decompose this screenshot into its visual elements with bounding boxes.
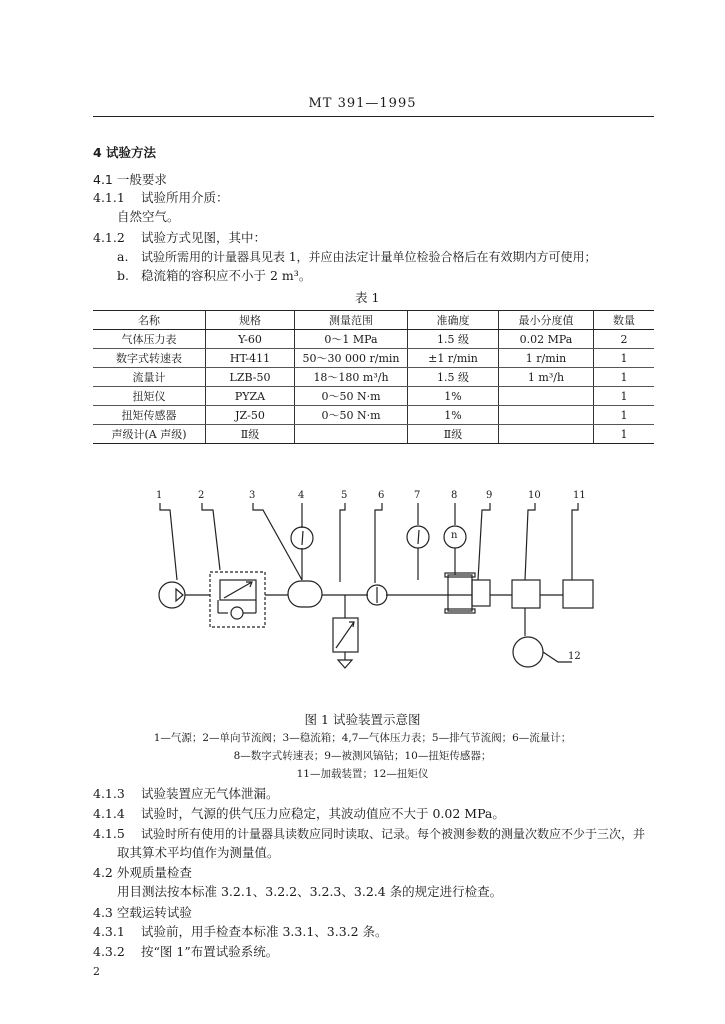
table-row — [93, 387, 654, 406]
table-row — [93, 406, 654, 425]
cell — [499, 406, 594, 425]
cell: 1 — [594, 425, 655, 444]
cell: 扭矩传感器 — [93, 406, 206, 425]
cell: 1 — [594, 387, 655, 406]
cell: Ⅱ级 — [408, 425, 499, 444]
table-header-row — [93, 311, 654, 330]
s412-item-a: 试验所需用的计量器具见表 1，并应由法定计量单位检验合格后在有效期内方可使用； — [141, 250, 597, 264]
tested-drill-icon — [445, 573, 490, 613]
figure-1-legend-line2: 8—数字式转速表；9—被测风镐钻；10—扭矩传感器； — [233, 750, 492, 762]
s411-num: 4.1.1 — [93, 190, 125, 205]
page-number: 2 — [93, 965, 100, 978]
cell: 2 — [594, 330, 655, 349]
table-1 — [93, 310, 654, 444]
cell: 0～50 N·m — [295, 387, 408, 406]
fig-label-11: 11 — [573, 490, 586, 501]
s415-cont: 取其算术平均值作为测量值。 — [117, 845, 280, 860]
torque-sensor-icon — [512, 580, 540, 608]
fig-label-2: 2 — [198, 490, 205, 501]
fig-label-3: 3 — [249, 490, 256, 501]
cell: 50～30 000 r/min — [295, 349, 408, 368]
exhaust-valve-icon — [333, 618, 358, 668]
cell: 1 — [594, 368, 655, 387]
s412-num: 4.1.2 — [93, 230, 125, 245]
th-accuracy: 准确度 — [408, 311, 499, 330]
cell: 声级计(A 声级) — [93, 425, 206, 444]
header-rule — [93, 116, 654, 117]
cell: 1.5 级 — [408, 368, 499, 387]
fig-label-1: 1 — [156, 490, 163, 501]
table-row — [93, 425, 654, 444]
torque-meter-icon — [513, 637, 543, 667]
cell — [499, 425, 594, 444]
s431-text: 试验前，用手检查本标准 3.3.1、3.3.2 条。 — [141, 924, 388, 939]
figure-1-legend-line1: 1—气源；2—单向节流阀；3—稳流箱；4,7—气体压力表；5—排气节流阀；6—流量计； — [153, 732, 572, 744]
fig-label-10: 10 — [528, 490, 541, 501]
section-4-2-title: 4.2 外观质量检查 — [93, 865, 192, 880]
s414-num: 4.1.4 — [93, 806, 125, 821]
cell: 扭矩仪 — [93, 387, 206, 406]
section-4-title: 4 试验方法 — [93, 145, 157, 160]
th-min-div: 最小分度值 — [499, 311, 594, 330]
th-name: 名称 — [93, 311, 206, 330]
s412-item-b: 稳流箱的容积应不小于 2 m³。 — [141, 268, 312, 283]
s413-text: 试验装置应无气体泄漏。 — [141, 786, 279, 801]
th-range: 测量范围 — [295, 311, 408, 330]
cell: 1 — [594, 406, 655, 425]
cell: 1% — [408, 406, 499, 425]
s413-num: 4.1.3 — [93, 786, 125, 801]
cell: 0.02 MPa — [499, 330, 594, 349]
s412-item-b-label: b. — [117, 268, 129, 283]
section-4-1-title: 4.1 一般要求 — [93, 172, 167, 187]
table-1-title: 表 1 — [355, 290, 380, 305]
cell: JZ-50 — [206, 406, 295, 425]
pressure-gauge-icon — [291, 527, 313, 549]
s415-text: 试验时所有使用的计量器具读数应同时读取、记录。每个被测参数的测量次数应不少于三次，并 — [141, 827, 646, 841]
cell: 流量计 — [93, 368, 206, 387]
fig-label-6: 6 — [378, 490, 385, 501]
loading-device-icon — [563, 580, 593, 608]
s411-cont: 自然空气。 — [117, 209, 180, 224]
cell: 1 m³/h — [499, 368, 594, 387]
s432-num: 4.3.2 — [93, 944, 125, 959]
figure-1-legend-line3: 11—加载装置；12—扭矩仪 — [296, 768, 429, 780]
s412-text: 试验方式见图，其中： — [141, 230, 267, 245]
s432-text: 按“图 1”布置试验系统。 — [141, 944, 279, 959]
cell: 数字式转速表 — [93, 349, 206, 368]
cell: Y-60 — [206, 330, 295, 349]
fig-label-5: 5 — [341, 490, 348, 501]
cell: 1.5 级 — [408, 330, 499, 349]
cell: 1 — [594, 349, 655, 368]
fig-label-9: 9 — [486, 490, 493, 501]
page-header: MT 391—1995 — [308, 96, 417, 111]
flow-meter-icon — [367, 585, 387, 605]
cell — [295, 425, 408, 444]
s415-num: 4.1.5 — [93, 826, 125, 841]
th-qty: 数量 — [594, 311, 655, 330]
cell: 气体压力表 — [93, 330, 206, 349]
fig-label-4: 4 — [298, 490, 305, 501]
cell — [499, 387, 594, 406]
th-spec: 规格 — [206, 311, 295, 330]
cell: 0～50 N·m — [295, 406, 408, 425]
s414-text: 试验时，气源的供气压力应稳定，其波动值应不大于 0.02 MPa。 — [141, 806, 505, 821]
figure-1-caption: 图 1 试验装置示意图 — [304, 712, 421, 727]
leader-lines — [160, 503, 578, 662]
fig-label-8: 8 — [451, 490, 458, 501]
table-row — [93, 349, 654, 368]
cell: HT-411 — [206, 349, 295, 368]
throttle-valve-icon — [210, 572, 265, 627]
fig-label-7: 7 — [414, 490, 421, 501]
s42-text: 用目测法按本标准 3.2.1、3.2.2、3.2.3、3.2.4 条的规定进行检查。 — [117, 884, 503, 899]
cell: LZB-50 — [206, 368, 295, 387]
section-4-3-title: 4.3 空载运转试验 — [93, 905, 192, 920]
table-row — [93, 368, 654, 387]
table-row — [93, 330, 654, 349]
air-pipeline — [185, 548, 563, 636]
air-source-icon — [159, 582, 185, 608]
s431-num: 4.3.1 — [93, 924, 125, 939]
fig-label-12: 12 — [568, 651, 581, 662]
cell: Ⅱ级 — [206, 425, 295, 444]
cell: 0～1 MPa — [295, 330, 408, 349]
cell: 18～180 m³/h — [295, 368, 408, 387]
cell: ±1 r/min — [408, 349, 499, 368]
pressure-gauge-icon — [407, 526, 429, 548]
s411-text: 试验所用介质： — [141, 190, 229, 205]
tachometer-n-label: n — [451, 530, 458, 541]
cell: PYZA — [206, 387, 295, 406]
cell: 1% — [408, 387, 499, 406]
cell: 1 r/min — [499, 349, 594, 368]
stabilizing-tank-icon — [288, 581, 322, 607]
s412-item-a-label: a. — [117, 249, 129, 264]
